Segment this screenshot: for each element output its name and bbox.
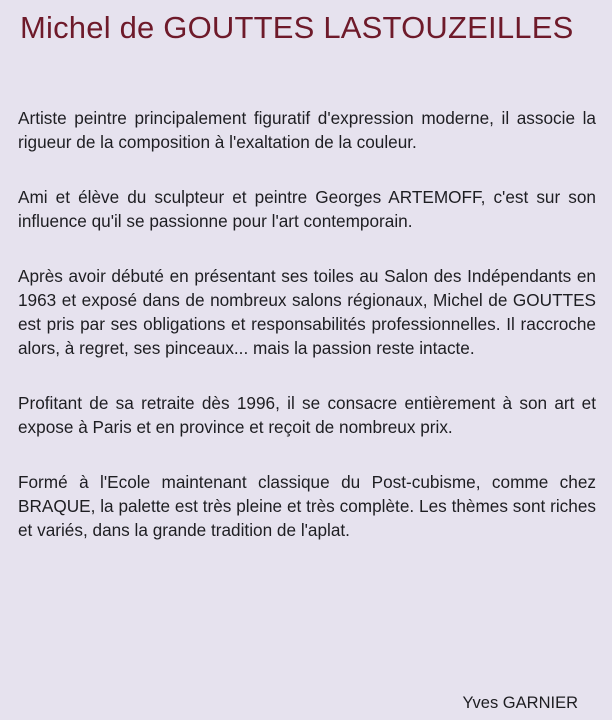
page-title: Michel de GOUTTES LASTOUZEILLES bbox=[20, 10, 574, 45]
paragraph-retirement: Profitant de sa retraite dès 1996, il se consacre entièrement à son art et expose à Paris et en province et reçoit de nombreux prix. bbox=[18, 393, 596, 437]
biography-text bbox=[18, 106, 596, 573]
paragraph-career: Après avoir débuté en présentant ses toiles au Salon des Indépendants en 1963 et exposé dans de nombreux salons régionaux, Michel de GOUTTES est pris par ses obligations et responsabilités professionnelles. Il raccroche alors, à regret, ses pinceaux... mais la passion reste intacte. bbox=[18, 266, 596, 358]
paragraph-style: Formé à l'Ecole maintenant classique du Post-cubisme, comme chez BRAQUE, la palette est très pleine et très complète. Les thèmes sont riches et variés, dans la grande tradition de l'aplat. bbox=[18, 472, 596, 540]
author-signature: Yves GARNIER bbox=[462, 694, 578, 712]
paragraph-artemoff: Ami et élève du sculpteur et peintre Georges ARTEMOFF, c'est sur son influence qu'il se passionne pour l'art contemporain. bbox=[18, 187, 596, 231]
paragraph-intro: Artiste peintre principalement figuratif d'expression moderne, il associe la rigueur de la composition à l'exaltation de la couleur. bbox=[18, 108, 596, 152]
